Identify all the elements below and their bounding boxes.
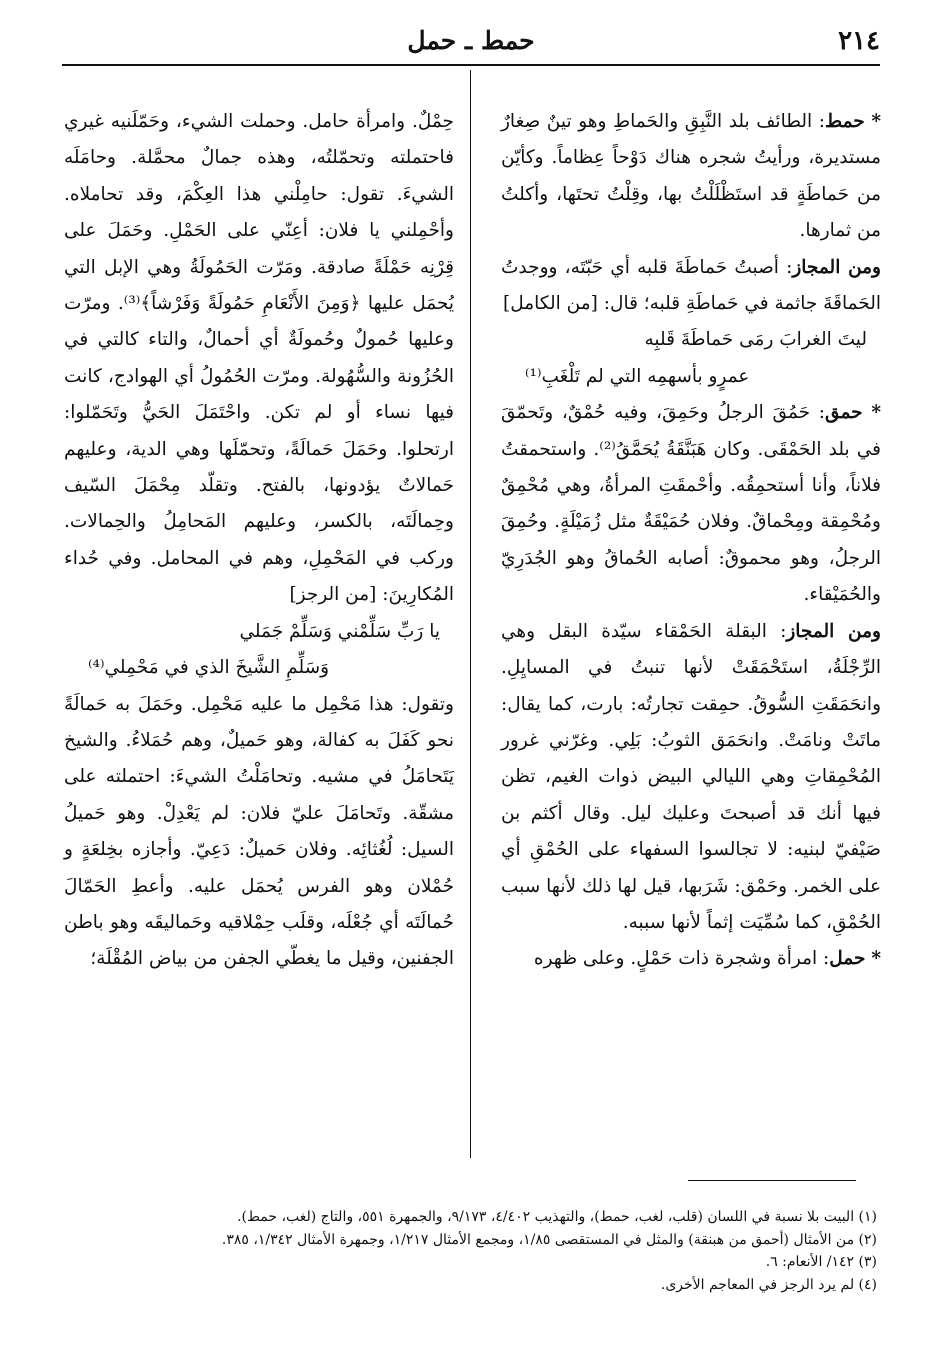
left-column	[64, 104, 454, 978]
header-rule	[62, 64, 880, 66]
majaz-hamt-body: : أصبتُ حَماطَةَ قلبه أي حَبّتَه، ووجدتُ الحَماقَةَ جاثمة في حَماطَةِ قلبه؛ قال: [من الكامل]	[501, 256, 881, 315]
running-head: حمط ـ حمل	[407, 26, 535, 55]
footnote-3: (٣) ١٤٢/ الأنعام: ٦.	[765, 1254, 877, 1271]
footnote-1: (١) البيت بلا نسبة في اللسان (قلب، لغب، حمط)، والتهذيب ٤/٤٠٢، ٩/١٧٣، والجمهرة ٥٥١، والتاج (لغب، حمط).	[237, 1209, 877, 1225]
majaz-hamq	[501, 614, 881, 942]
entry-haml-body: : امرأة وشجرة ذات حَمْلٍ. وعلى ظهره	[533, 948, 830, 970]
majaz-hamq-body: : البقلة الحَمْقاء سيّدة البقل وهي الرِّجْلَةُ، استَحْمَقَتْ لأنها تنبتُ في المسايِلِ. وانحَمَقَتِ السُّوقُ. حمِقت تجارتُه: بارت، كما يقال: ماتَتْ ونامَتْ. وانحَمَق الثوبُ: بَلِي. وغرّني غرور المُحْمِقاتِ وهي الليالي البيض ذوات الغيم، تظن فيها أنك قد أصبحتَ وعليك ليل. وقال أكثم بن صَيْفيّ لبنيه: لا تجالسوا السفهاء على الحُمْقِ أي على الخمر. وحَمْق: شَرَبها، قيل لها ذلك لأنها سبب الحُمْقِ، كما سُمِّيَت إثماً لأنها سببه.	[501, 620, 881, 933]
column-divider	[470, 70, 471, 1158]
verse-line-4: وَسَلِّمِ الشَّيخَ الذي في مَحْمِلي⁽⁴⁾	[88, 657, 330, 679]
majaz-hamt	[501, 250, 881, 323]
entry-haml-continued-2: وتقول: هذا مَحْمِل ما عليه مَحْمِل. وحَمَلَ به حَمالَةً نحو كَفَلَ به كفالة، وهو حَميلٌ، وهم حُمَلاءُ. والشيخ يَتَحامَلُ في مشيه. وتحامَلْتُ الشيءَ: احتملته على مشقّة. وتَحامَلَ عليّ فلان: لم يَعْدِلْ. وهو حَميلُ السيل: لُغُثائِه. وفلان حَميلٌ: دَعِيّ. وأجازه بخِلعَةٍ و حُمْلان وهو الفرس يُحمَل عليه. وأعطِ الحَمّالَ حُمالَتَه أي جُعْلَه، وقلَب حِمْلاقيه وحَماليقَه وهو باطن الجفنين، وقيل ما يغطّي الجفن من بياض المُقْلَة؛	[64, 693, 454, 970]
majaz-label: ومن المجاز	[786, 620, 881, 642]
footnotes	[67, 1206, 877, 1296]
entry-haml-continued: حِمْلٌ. وامرأة حامل. وحملت الشيء، وحَمّلَنيه غيري فاحتملته وتحمّلتُه، وهذه جمالٌ محمَّلة. وحامَلَه الشيءَ. تقول: حامِلْني هذا العِكْمَ، وقد تحاملاه. وأحْمِلني يا فلان: أعِنّي على الحَمْلِ. وحَمَلَ على قِرْنِه حَمْلَةً صادقة. ومَرّت الحَمُولَةُ وهي الإبل التي يُحمَل عليها ﴿وَمِنَ الأَنْعَامِ حَمُولَةً وَفَرْشاً﴾⁽³⁾. ومرّت وعليها حُمولٌ وحُمولَةٌ أي أحمالٌ، والتاء كالتي في الحُزُونة والسُّهُولة. ومرّت الحُمُولُ أي الهوادج، كانت فيها نساء أو لم تكن. واحْتَمَلَ الحَيُّ وتَحَمّلوا: ارتحلوا. وحَمَلَ حَمالَةً، وتحمّلَها وهي الدية، وعليهم حَمالاتٌ يؤدونها، بالفتح. وتقلّد مِحْمَلَ السّيف وحِمالَتَه، بالكسر، وعليهم المَحامِلُ والحِمالات. وركب في المَحْمِلِ، وهم في المحامل. وفي حُداء المُكارِينَ: [من الرجز]	[64, 111, 454, 606]
entry-star: *	[871, 111, 882, 132]
entry-hamq-body: : حَمُقَ الرجلُ وحَمِقَ، وفيه حُمْقٌ، وتَحمّقَ في بلد الحَمْقَى. وكان هَبَنَّقَةُ يُحَمَّقُ⁽²⁾. واستحمقتُ فلاناً، وأنا أستحمِقُه. وأحْمقَتِ المرأةُ، وهي مُحْمِقٌ ومُحْمِقة ومِحْماقٌ. وفلان حُمَيْقَةٌ مثل زُمَيْلَةٍ. وحُمِقَ الرجلُ، وهو محموقٌ: أصابه الحُماقُ وهو الجُدَرِيّ والحُمَيْقاء.	[501, 402, 881, 606]
entry-star: *	[871, 948, 881, 970]
verse-line-1: ليتَ الغرابَ رمَى حَماطَةَ قَلبِه	[644, 329, 867, 351]
majaz-label: ومن المجاز	[792, 256, 881, 278]
verse-line-2: عمرٍو بأسهمِه التي لم تَلْغَبِ⁽¹⁾	[525, 365, 750, 387]
entry-hamq	[501, 395, 881, 613]
entry-haml	[501, 941, 881, 977]
entry-headword-haml: حمل	[829, 948, 866, 970]
entry-star: *	[871, 402, 881, 424]
page-header	[62, 26, 880, 62]
entry-hamt	[501, 104, 881, 250]
entry-headword-hamt: حمط	[825, 111, 865, 132]
entry-hamt-body: : الطائف بلد النَّبِقِ والحَماطِ وهو تينٌ صِغارٌ مستديرة، ورأيتُ شجره هناك دَوْحاً عِظاماً. وكأيّن من حَماطَةٍ قد استَظْلَلْتُ بها، وقِلْتُ تحتَها، وأكلتُ من ثمارها.	[501, 111, 881, 242]
right-column	[501, 104, 881, 978]
footnote-2: (٢) من الأمثال (أحمق من هبنقة) والمثل في المستقصى ١/٨٥، ومجمع الأمثال ١/٢١٧، وجمهرة الأمثال ١/٣٤٢، ٣٨٥.	[221, 1231, 877, 1248]
entry-headword-hamq: حمق	[825, 402, 863, 424]
footnote-rule	[688, 1180, 856, 1181]
footnote-4: (٤) لم يرد الرجز في المعاجم الأخرى.	[660, 1276, 877, 1293]
page-number: ٢١٤	[838, 26, 880, 56]
verse-line-3: يا رَبِّ سَلِّمْني وَسَلِّمْ جَمَلي	[239, 620, 440, 642]
